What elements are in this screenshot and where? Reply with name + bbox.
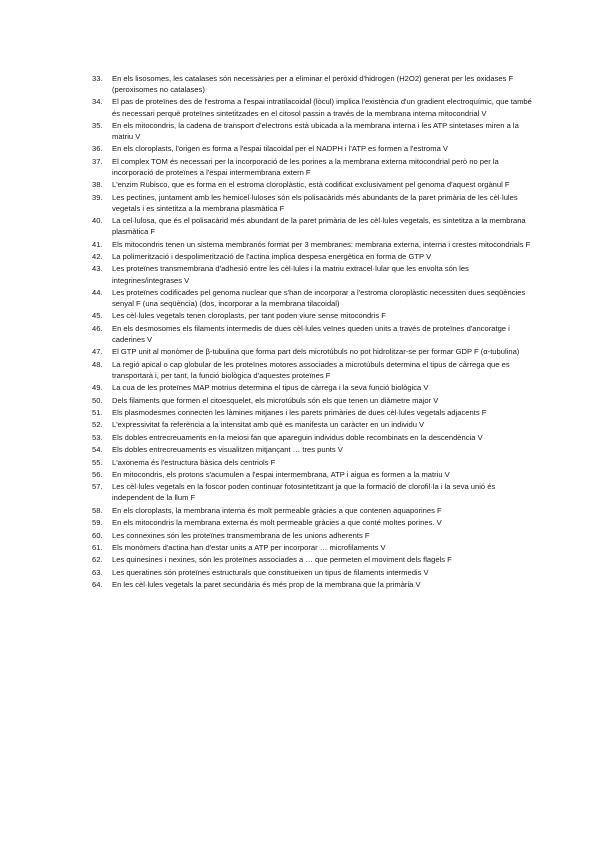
item-number: 34. [92,97,103,107]
item-text: El pas de proteïnes des de l'estroma a l'espai intratilacoidal (lòcul) implica l'existència d'un gradient electroquímic, que també és necessari perquè proteïnes sintetitzades en el citosol passin a través de la membrana interna mitocondrial V [112,97,532,118]
item-text: Dels filaments que formen el citoesquelet, els microtúbuls són els que tenen un diàmetre major V [112,395,439,405]
item-number: 35. [92,120,103,130]
item-text: La cua de les proteïnes MAP motrius determina el tipus de càrrega i la seva funció biològica V [112,383,429,393]
list-item [92,96,538,118]
list-item [92,346,538,357]
item-text: Les queratines són proteïnes estructurals que constitueixen un tipus de filaments intermedis V [112,567,429,577]
item-text: L'axonema és l'estructura bàsica dels centriols F [112,457,276,467]
item-text: En les cèl·lules vegetals la paret secundària és més prop de la membrana que la primària V [112,580,421,590]
list-item [92,215,538,237]
item-number: 39. [92,192,103,202]
item-number: 54. [92,445,103,455]
item-number: 48. [92,359,103,369]
item-text: En els desmosomes els filaments intermedis de dues cèl·lules veïnes queden units a través de proteïnes d'ancoratge i caderines V [112,323,510,344]
list-item [92,323,538,345]
item-text: La regió apical o cap globular de les proteïnes motores associades a microtúbuls determina el tipus de càrrega que es transportarà i, per tant, la funció biològica d'aquestes proteïnes F [112,359,510,380]
item-text: En els mitocondris la membrana externa és molt permeable gràcies a que conté moltes porines. V [112,518,442,528]
item-text: Les proteïnes transmembrana d'adhesió entre les cèl·lules i la matriu extracel·lular que les envolta són les integrines/integrases V [112,264,469,285]
list-item [92,407,538,418]
item-number: 44. [92,287,103,297]
list-item [92,263,538,285]
list-item [92,419,538,430]
list-item [92,120,538,142]
item-text: Els mitocondris tenen un sistema membranós format per 3 membranes: membrana externa, interna i crestes mitocondrials F [112,239,531,249]
list-item [92,530,538,541]
list-item [92,579,538,590]
item-text: La polimerització i despolimerització de l'actina implica despesa energètica en forma de GTP V [112,252,432,262]
item-number: 41. [92,239,103,249]
item-number: 37. [92,156,103,166]
item-text: Les connexines són les proteïnes transmembrana de les unions adherents F [112,530,370,540]
list-item [92,251,538,262]
item-number: 60. [92,530,103,540]
item-number: 59. [92,518,103,528]
list-item [92,156,538,178]
item-number: 36. [92,144,103,154]
item-text: El complex TOM és necessari per la incorporació de les porines a la membrana externa mitocondrial però no per la incorporació de proteïnes a l'espai intermembrana extern F [112,156,499,177]
list-item [92,432,538,443]
item-number: 61. [92,542,103,552]
item-text: Les proteïnes codificades pel genoma nuclear que s'han de incorporar a l'estroma cloroplàstic necessiten dues seqüències senyal F (una seqüència) (dos, incorporar a la membrana tilacoidal) [112,287,526,309]
item-number: 52. [92,420,103,430]
item-number: 47. [92,347,103,357]
item-number: 55. [92,457,103,467]
item-text: Les cèl·lules vegetals en la foscor poden continuar fotosintetitzant ja que la formació de clorofil·la i la seva unió és independent de la llum F [112,482,496,503]
list-item [92,179,538,190]
list-item [92,192,538,214]
list-item [92,567,538,578]
item-number: 45. [92,311,103,321]
item-text: L'enzim Rubisco, que es forma en el estroma cloroplàstic, està codificat exclusivament pel genoma d'aquest orgànul F [112,180,510,190]
item-text: En els cloroplasts, la membrana interna és molt permeable gràcies a que contenen aquaporines F [112,505,442,515]
item-number: 50. [92,395,103,405]
item-text: Els dobles entrecreuaments en la meiosi fan que apareguin individus doble recombinats en la descendència V [112,432,483,442]
item-text: En els lisosomes, les catalases són necessàries per a eliminar el peròxid d'hidrogen (H2O2) generat per les oxidases F (peroxisomes no catalases) [112,74,514,95]
item-number: 42. [92,252,103,262]
list-item [92,505,538,516]
item-number: 57. [92,482,103,492]
list-item [92,481,538,503]
item-text: En els cloroplasts, l'origen es forma a l'espai tilacoidal per el NADPH i l'ATP es formen a l'estroma V [112,144,448,154]
question-list [92,73,538,592]
item-text: En els mitocondris, la cadena de transport d'electrons està ubicada a la membrana interna i les ATP sintetases miren a la matriu V [112,120,519,142]
item-text: La cel·lulosa, que és el polisacàrid més abundant de la paret primària de les cèl·lules vegetals, es sintetitza a la membrana plasmàtica F [112,216,526,237]
list-item [92,395,538,406]
item-number: 43. [92,264,103,274]
item-number: 46. [92,323,103,333]
list-item [92,143,538,154]
item-text: Els plasmodesmes connecten les làmines mitjanes i les parets primàries de dues cèl·lules vegetals adjacents F [112,407,487,417]
item-number: 33. [92,74,103,83]
item-text: Les pectines, juntament amb les hemicel·luloses són els polisacàrids més abundants de la paret primària de les cèl·lules vegetals i es sintetitza a la membrana plasmàtica F [112,192,518,213]
item-number: 62. [92,555,103,565]
item-number: 64. [92,580,103,590]
item-number: 38. [92,180,103,190]
list-item [92,287,538,309]
list-item [92,382,538,393]
item-text: L'expressivitat fa referència a la intensitat amb què es manifesta un caràcter en un individu V [112,420,425,430]
list-item [92,469,538,480]
item-text: Els dobles entrecreuaments es visualitzen mitjançant … tres punts V [112,445,343,455]
item-text: En mitocondris, els protons s'acumulen a l'espai intermembrana, ATP i aigua es formen a la matriu V [112,469,450,479]
list-item [92,517,538,528]
item-number: 63. [92,567,103,577]
item-number: 53. [92,432,103,442]
list-item [92,310,538,321]
item-text: El GTP unit al monòmer de β-tubulina que forma part dels microtúbuls no pot hidrolitzar-se per formar GDP F (α-tubulina) [112,347,520,357]
item-text: Els monòmers d'actina han d'estar units a ATP per incorporar … microfilaments V [112,542,386,552]
item-number: 49. [92,383,103,393]
list-item [92,73,538,95]
item-number: 58. [92,505,103,515]
item-text: Les quinesines i nexines, són les proteïnes associades a … que permeten el moviment dels flagels F [112,555,452,565]
item-number: 40. [92,216,103,226]
item-number: 56. [92,469,103,479]
list-item [92,359,538,381]
list-item [92,457,538,468]
list-item [92,444,538,455]
list-item [92,239,538,250]
item-text: Les cèl·lules vegetals tenen cloroplasts, per tant poden viure sense mitocondris F [112,311,386,321]
list-item [92,554,538,565]
item-number: 51. [92,407,103,417]
list-item [92,542,538,553]
